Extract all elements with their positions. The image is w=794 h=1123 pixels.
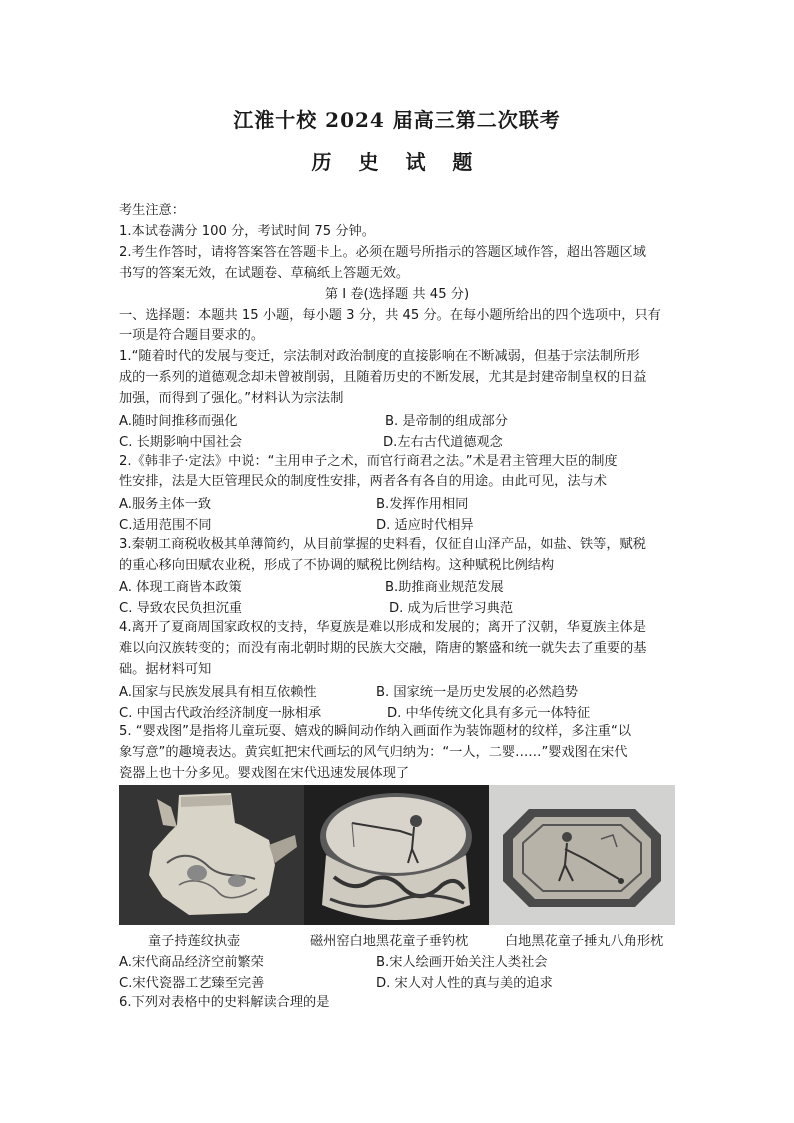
question-text: 1.“随着时代的发展与变迁，宗法制对政治制度的直接影响在不断减弱，但基于宗法制所形 xyxy=(119,349,640,364)
octagonal-pillow-photo xyxy=(489,785,675,925)
exam-title: 江淮十校 2024 届高三第二次联考 xyxy=(233,108,561,132)
option-b: B.宋人绘画开始关注人类社会 xyxy=(376,955,548,970)
question-text: 4.离开了夏商周国家政权的支持，华夏族是难以形成和发展的；离开了汉朝，华夏族主体是 xyxy=(119,620,646,635)
option-b: B.发挥作用相同 xyxy=(376,497,469,512)
option-a: A.服务主体一致 xyxy=(119,497,212,512)
question-text: 5. “婴戏图”是指将儿童玩耍、嬉戏的瞬间动作纳入画面作为装饰题材的纹样，多注重“以 xyxy=(119,724,632,739)
option-d: D. 宋人对人性的真与美的追求 xyxy=(376,976,553,991)
notice-item: 1.本试卷满分 100 分，考试时间 75 分钟。 xyxy=(119,224,375,239)
option-b: B.助推商业规范发展 xyxy=(385,580,504,595)
option-d: D. 适应时代相异 xyxy=(376,518,474,533)
notice-item: 书写的答案无效，在试题卷、草稿纸上答题无效。 xyxy=(119,266,410,281)
option-d: D. 成为后世学习典范 xyxy=(389,601,514,616)
option-d: D.左右古代道德观念 xyxy=(383,435,503,450)
notice-item: 2.考生作答时，请将答案答在答题卡上。必须在题号所指示的答题区域作答，超出答题区域 xyxy=(119,245,646,260)
question-text: 3.秦朝工商税收极其单薄简约，从目前掌握的史料看，仅征自山泽产品，如盐、铁等，赋税 xyxy=(119,537,646,552)
section-instructions: 一项是符合题目要求的。 xyxy=(119,328,265,343)
question-text: 性安排，法是大臣管理民众的制度性安排，两者各有各自的用途。由此可见，法与术 xyxy=(119,474,607,489)
option-c: C.适用范围不同 xyxy=(119,518,212,533)
option-a: A.国家与民族发展具有相互依赖性 xyxy=(119,685,317,700)
question-text: 难以向汉族转变的；而没有南北朝时期的民族大交融，隋唐的繁盛和统一就失去了重要的基 xyxy=(119,641,647,656)
option-d: D. 中华传统文化具有多元一体特征 xyxy=(387,706,591,721)
option-a: A.宋代商品经济空前繁荣 xyxy=(119,955,264,970)
option-c: C. 中国古代政治经济制度一脉相承 xyxy=(119,706,322,721)
question-text: 2.《韩非子·定法》中说：“主用申子之术，而官行商君之法。”术是君主管理大臣的制度 xyxy=(119,454,618,469)
subject-title: 历 史 试 题 xyxy=(311,150,483,174)
photo-caption: 磁州窑白地黑花童子垂钓枕 xyxy=(310,934,469,949)
section-instructions: 一、选择题：本题共 15 小题，每小题 3 分，共 45 分。在每小题所给出的四个选项中，只有 xyxy=(119,308,661,323)
notice-heading: 考生注意： xyxy=(119,203,185,218)
option-a: A. 体现工商皆本政策 xyxy=(119,580,242,595)
option-b: B. 是帝制的组成部分 xyxy=(385,414,508,429)
question-text: 础。据材料可知 xyxy=(119,662,212,677)
ceramic-photo-strip xyxy=(119,785,675,925)
question-text: 象写意”的趣境表达。黄宾虹把宋代画坛的风气归纳为：“一人，二婴……”婴戏图在宋代 xyxy=(119,745,628,760)
option-c: C. 长期影响中国社会 xyxy=(119,435,243,450)
option-c: C.宋代瓷器工艺臻至完善 xyxy=(119,976,265,991)
photo-caption: 白地黑花童子捶丸八角形枕 xyxy=(505,934,664,949)
question-text: 6.下列对表格中的史料解读合理的是 xyxy=(119,995,330,1010)
option-b: B. 国家统一是历史发展的必然趋势 xyxy=(376,685,579,700)
section-title: 第 Ⅰ 卷(选择题 共 45 分) xyxy=(324,287,470,302)
pillow-photo xyxy=(304,785,489,925)
question-text: 加强，而得到了强化。”材料认为宗法制 xyxy=(119,391,344,406)
question-text: 成的一系列的道德观念却未曾被削弱，且随着历史的不断发展，尤其是封建帝制皇权的日益 xyxy=(119,370,647,385)
question-text: 的重心移向田赋农业税，形成了不协调的赋税比例结构。这种赋税比例结构 xyxy=(119,558,555,573)
photo-caption: 童子持莲纹执壶 xyxy=(148,934,241,949)
question-text: 瓷器上也十分多见。婴戏图在宋代迅速发展体现了 xyxy=(119,766,410,781)
ewer-photo xyxy=(119,785,304,925)
option-c: C. 导致农民负担沉重 xyxy=(119,601,243,616)
option-a: A.随时间推移而强化 xyxy=(119,414,238,429)
